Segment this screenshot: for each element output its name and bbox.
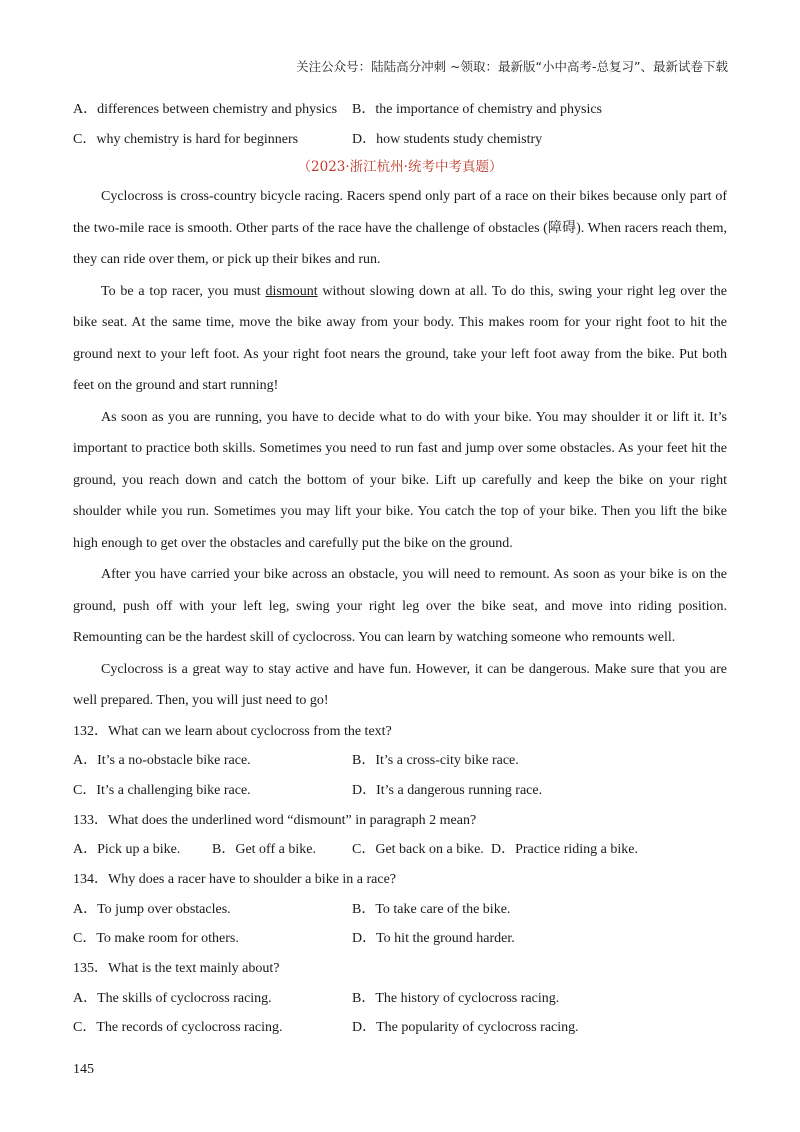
- question-132-option-b: B．It’s a cross-city bike race.: [352, 753, 519, 769]
- question-135-option-a: A．The skills of cyclocross racing.: [73, 990, 272, 1006]
- prev-options-row-1: [73, 93, 727, 123]
- question-134-option-a: A．To jump over obstacles.: [73, 901, 231, 917]
- question-134-option-c: C．To make room for others.: [73, 931, 239, 947]
- question-133-options-row: [73, 835, 727, 865]
- question-132-option-a: A．It’s a no-obstacle bike race.: [73, 753, 251, 769]
- question-132-options-row-1: [73, 746, 727, 776]
- source-label: （2023·浙江杭州·统考中考真题）: [297, 159, 503, 175]
- question-134-option-b: B．To take care of the bike.: [352, 901, 511, 917]
- option-b: B．the importance of chemistry and physics: [352, 102, 602, 117]
- question-134-options-row-2: [73, 924, 727, 954]
- question-135-options-row-2: [73, 1013, 727, 1043]
- option-d: D．how students study chemistry: [352, 132, 543, 147]
- question-135-option-b: B．The history of cyclocross racing.: [352, 990, 560, 1006]
- paragraph-3: As soon as you are running, you have to decide what to do with your bike. You may shoulder it or lift it. It’s important to practice both skills. Sometimes you need to run fast and jump over some obstacles. As your feet hit the ground, you reach down and catch the bottom of your bike. Lift up carefully and keep the bike on your right shoulder while you run. Sometimes you may lift your bike. You catch the top of your bike. Then you lift the bike high enough to get over the obstacles and carefully put the bike on the ground.: [73, 409, 727, 551]
- question-135-option-d: D．The popularity of cyclocross racing.: [352, 1020, 579, 1036]
- question-133-stem: 133．What does the underlined word “dismount” in paragraph 2 mean?: [73, 812, 477, 828]
- paragraph-5: Cyclocross is a great way to stay active and have fun. However, it can be dangerous. Make sure that you are well prepared. Then, you will just need to go!: [73, 661, 727, 708]
- question-133-option-a: A．Pick up a bike.: [73, 842, 181, 858]
- question-134-option-d: D．To hit the ground harder.: [352, 931, 515, 947]
- page-header: 关注公众号：陆陆高分冲刺 ~领取：最新版“小中高考-总复习”、最新试卷下载: [296, 59, 728, 74]
- paragraph-1: Cyclocross is cross-country bicycle racing. Racers spend only part of a race on their bikes because only part of the two-mile race is smooth. Other parts of the race have the challenge of obstacles (障碍). When racers reach them, they can ride over them, or pick up their bikes and run.: [73, 189, 727, 267]
- question-132-stem: 132．What can we learn about cyclocross from the text?: [73, 723, 392, 739]
- p2-text-after: without slowing down at all. To do this, swing your right leg over the bike seat. At the same time, move the bike away from your body. This makes room for your right foot to hit the ground next to your left foot. As your right foot nears the ground, take your left foot away from the bike. Put both feet on the ground and start running!: [73, 283, 727, 393]
- question-133-option-d: D．Practice riding a bike.: [491, 842, 638, 858]
- underlined-word: dismount: [265, 283, 318, 299]
- question-135-options-row-1: [73, 984, 727, 1014]
- paragraph-4: After you have carried your bike across an obstacle, you will need to remount. As soon as your bike is on the ground, push off with your left leg, swing your right leg over the bike seat, and move into riding position. Remounting can be the hardest skill of cyclocross. You can learn by watching someone who remounts well.: [73, 567, 727, 645]
- prev-options-row-2: [73, 123, 727, 153]
- question-134-stem: 134．Why does a racer have to shoulder a bike in a race?: [73, 871, 397, 887]
- question-133-option-c: C．Get back on a bike.: [352, 842, 484, 858]
- question-132-option-d: D．It’s a dangerous running race.: [352, 782, 543, 798]
- option-a: A．differences between chemistry and physics: [73, 102, 338, 117]
- question-132-option-c: C．It’s a challenging bike race.: [73, 782, 251, 798]
- question-132-options-row-2: [73, 776, 727, 806]
- question-135-option-c: C．The records of cyclocross racing.: [73, 1020, 283, 1036]
- paragraph-2: [73, 276, 727, 402]
- option-c: C．why chemistry is hard for beginners: [73, 132, 299, 147]
- page-content: [73, 93, 727, 1043]
- p2-text-before: To be a top racer, you must: [101, 283, 266, 299]
- question-134-options-row-1: [73, 895, 727, 925]
- page-number: 145: [73, 1062, 94, 1077]
- question-135-stem: 135．What is the text mainly about?: [73, 961, 280, 976]
- question-133-option-b: B．Get off a bike.: [212, 842, 316, 858]
